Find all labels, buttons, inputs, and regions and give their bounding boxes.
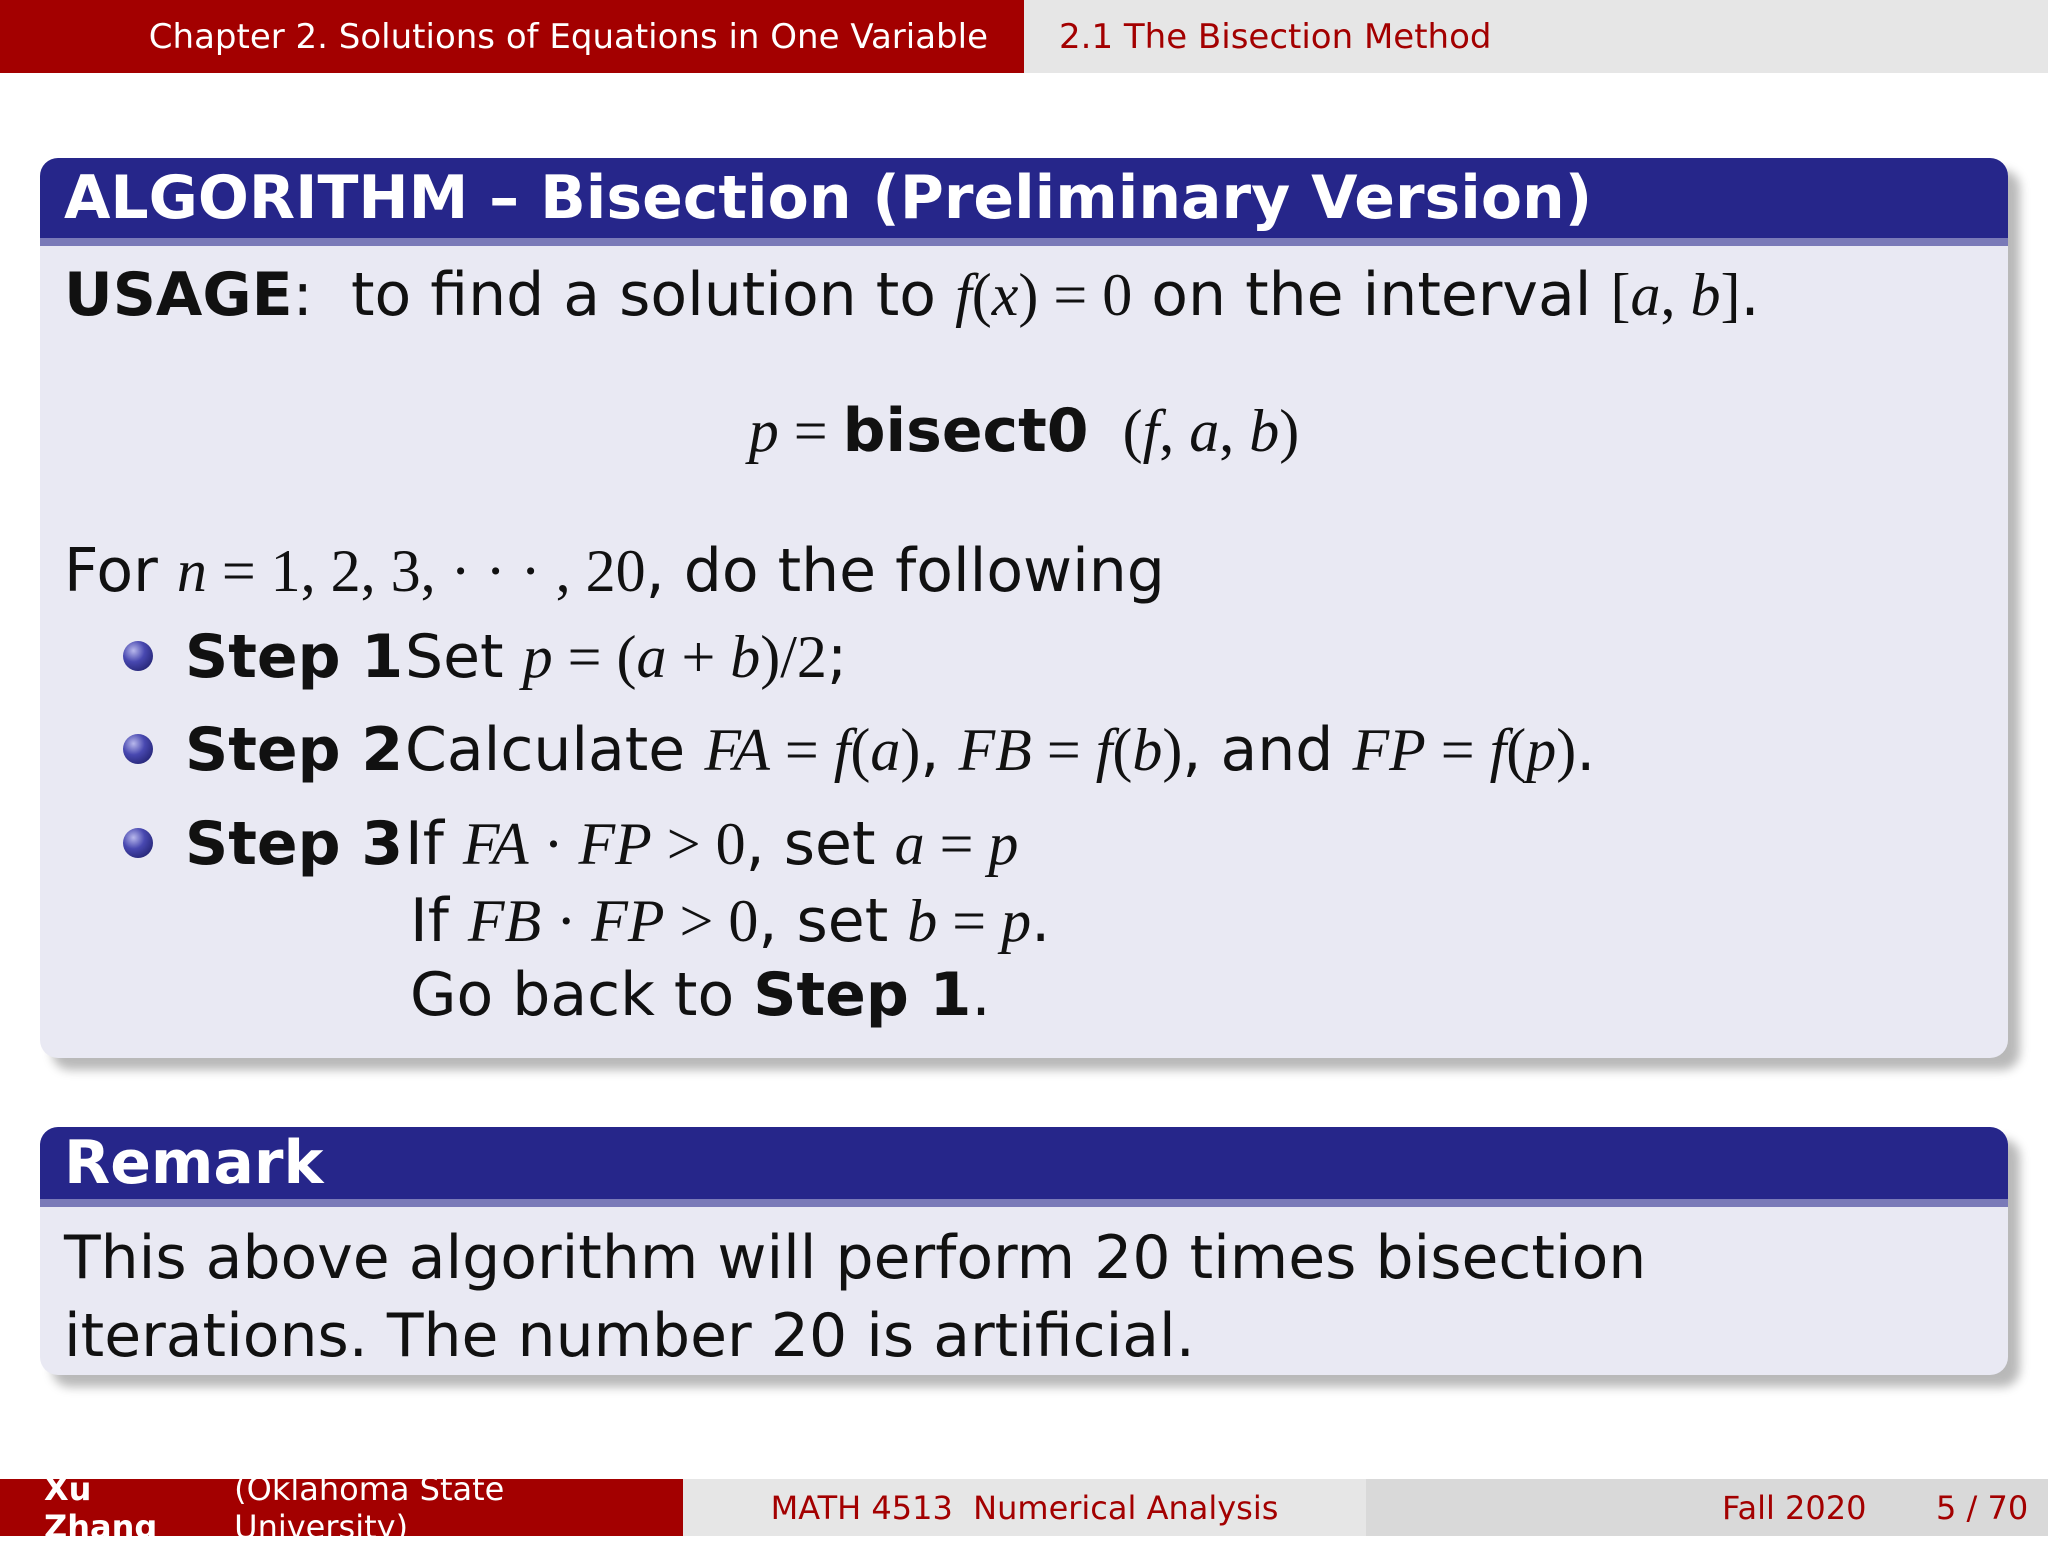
step-label-1: Step 1 — [185, 622, 404, 692]
step-text-2: Calculate FA = f(a), FB = f(b), and FP = f(p). — [405, 715, 1596, 785]
remark-title: Remark — [40, 1127, 2008, 1207]
bullet-icon — [123, 828, 153, 858]
header-chapter — [0, 0, 1024, 73]
remark-block — [40, 1127, 2008, 1375]
for-suffix: , do the following — [645, 536, 1165, 606]
page-number: 5 / 70 — [1936, 1488, 2029, 1527]
bullet-icon — [123, 641, 153, 671]
step-text-3c: Go back to Step 1. — [410, 960, 991, 1030]
usage-text-mid: on the interval — [1151, 260, 1592, 330]
chapter-title: Chapter 2. Solutions of Equations in One Variable — [148, 16, 988, 57]
loop-line: For n = 1, 2, 3, · · · , 20, do the following — [64, 536, 1165, 606]
step-label-3: Step 3 — [185, 809, 404, 879]
step-text-3a: If FA · FP > 0, set a = p — [405, 809, 1019, 879]
usage-label: USAGE — [64, 260, 293, 330]
footer-info — [1366, 1479, 2048, 1536]
usage-formula: p = bisect0 (f, a, b) — [748, 396, 1300, 466]
author-name: Xu Zhang — [44, 1469, 158, 1546]
usage-line: USAGE: to find a solution to f(x) = 0 on the interval [a, b]. — [64, 260, 1760, 330]
function-name: bisect0 — [842, 396, 1089, 466]
header-section — [1024, 0, 2048, 73]
course-name: MATH 4513 Numerical Analysis — [770, 1488, 1279, 1527]
author-affiliation: (Oklahoma State University) — [234, 1469, 505, 1546]
footer-author — [0, 1469, 683, 1546]
usage-text-before: to find a solution to — [350, 260, 936, 330]
step-text-3b: If FB · FP > 0, set b = p. — [410, 886, 1051, 956]
section-title: 2.1 The Bisection Method — [1059, 16, 1492, 57]
step-label-2: Step 2 — [185, 715, 404, 785]
algorithm-block — [40, 158, 2008, 1058]
term: Fall 2020 — [1722, 1488, 1867, 1527]
bullet-icon — [123, 734, 153, 764]
math-fx-eq-0: f — [955, 262, 972, 328]
footer-course — [683, 1479, 1366, 1536]
for-prefix: For — [64, 536, 158, 606]
step-text-1: Set p = (a + b)/2; — [405, 622, 848, 692]
remark-text: This above algorithm will perform 20 times bisection iterations. The number 20 is artificial. — [64, 1223, 1647, 1371]
algorithm-title: ALGORITHM – Bisection (Preliminary Version) — [40, 158, 2008, 246]
